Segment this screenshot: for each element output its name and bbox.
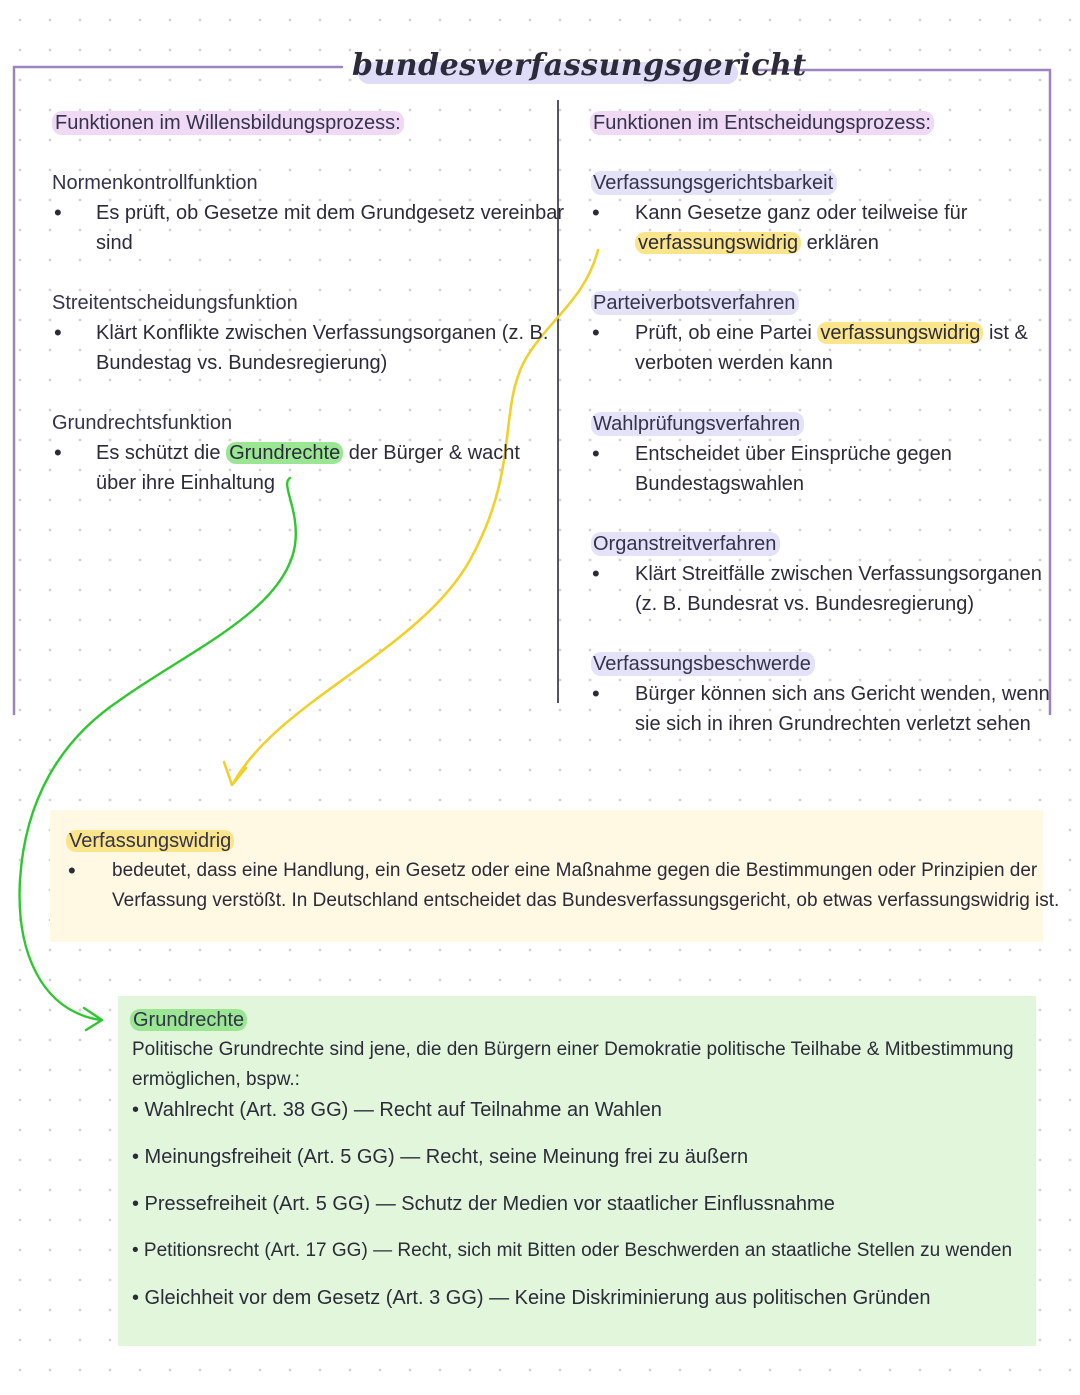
definition-term-text: Verfassungswidrig	[66, 830, 234, 852]
definition-text-line: Verfassung verstößt. In Deutschland entscheidet das Bundesverfassungsgericht, ob etwas verfassungswidrig ist.	[112, 890, 1060, 911]
right-column-heading	[590, 110, 934, 136]
grundrechte-intro-line: Politische Grundrechte sind jene, die den Bürgern einer Demokratie politische Teilhabe & Mitbestimmung	[132, 1039, 1014, 1060]
section-text-line	[635, 228, 879, 258]
text-fragment: ist &	[983, 322, 1028, 344]
left-column-heading-text: Funktionen im Willensbildungsprozess:	[52, 111, 404, 135]
section-text-line: Kann Gesetze ganz oder teilweise für	[635, 202, 968, 224]
text-fragment: Prüft, ob eine Partei	[635, 322, 818, 344]
grundrechte-item: • Pressefreiheit (Art. 5 GG) — Schutz der Medien vor staatlicher Einflussnahme	[132, 1193, 835, 1215]
section-text-line: Es prüft, ob Gesetze mit dem Grundgesetz vereinbar	[96, 202, 564, 224]
bullet: •	[592, 441, 600, 466]
section-text-line: Bundestagswahlen	[635, 473, 805, 495]
section-text-line: über ihre Einhaltung	[96, 472, 276, 494]
grundrechte-intro-line: ermöglichen, bspw.:	[132, 1069, 300, 1090]
grundrechte-item: • Gleichheit vor dem Gesetz (Art. 3 GG) — Keine Diskriminierung aus politischen Gründen	[132, 1287, 931, 1309]
section-title-text: Verfassungsgerichtsbarkeit	[591, 171, 837, 195]
section-text-line: sind	[96, 232, 133, 254]
bullet: •	[68, 858, 76, 883]
section-text-line: Bürger können sich ans Gericht wenden, wenn	[635, 683, 1050, 705]
bullet: •	[54, 440, 62, 465]
section-text-line	[96, 438, 520, 468]
grundrechte-term-text: Grundrechte	[130, 1009, 247, 1031]
section-title-text: Verfassungsbeschwerde	[591, 652, 815, 676]
yellow-arrow-head	[224, 762, 246, 785]
section-text-line: sie sich in ihren Grundrechten verletzt sehen	[635, 713, 1031, 735]
section-text-line: Entscheidet über Einsprüche gegen	[635, 443, 952, 465]
left-column-heading	[52, 110, 404, 136]
section-title-grundrechtsfunktion: Grundrechtsfunktion	[52, 412, 233, 434]
bullet: •	[54, 200, 62, 225]
section-title-wahlpruefung	[591, 411, 804, 437]
section-title-verfassungsgerichtsbarkeit	[591, 170, 837, 196]
section-text-line: Klärt Streitfälle zwischen Verfassungsorganen	[635, 563, 1042, 585]
grundrechte-term	[130, 1007, 247, 1033]
grundrechte-item: • Wahlrecht (Art. 38 GG) — Recht auf Teilnahme an Wahlen	[132, 1099, 662, 1121]
section-text-line: verboten werden kann	[635, 352, 833, 374]
section-text-line: Bundestag vs. Bundesregierung)	[96, 352, 388, 374]
grundrechte-item: • Meinungsfreiheit (Art. 5 GG) — Recht, seine Meinung frei zu äußern	[132, 1146, 749, 1168]
section-title-streitentscheidung: Streitentscheidungsfunktion	[52, 292, 298, 314]
section-text-line: Klärt Konflikte zwischen Verfassungsorganen (z. B.	[96, 322, 549, 344]
section-title-verfassungsbeschwerde	[591, 651, 815, 677]
right-column-heading-text: Funktionen im Entscheidungsprozess:	[590, 111, 934, 135]
highlight-grundrechte: Grundrechte	[226, 442, 343, 464]
section-title-organstreit	[591, 531, 780, 557]
grundrechte-item: • Petitionsrecht (Art. 17 GG) — Recht, sich mit Bitten oder Beschwerden an staatliche Stellen zu wenden	[132, 1240, 1013, 1261]
section-title-text: Organstreitverfahren	[591, 532, 780, 556]
section-title-normenkontrolle: Normenkontrollfunktion	[52, 172, 258, 194]
section-title-text: Wahlprüfungsverfahren	[591, 412, 804, 436]
page-title-text: bundesverfassungsgericht	[352, 48, 807, 83]
text-fragment: der Bürger & wacht	[343, 442, 520, 464]
text-fragment: Es schützt die	[96, 442, 227, 464]
text-fragment: erklären	[801, 232, 879, 254]
highlight-verfassungswidrig: verfassungswidrig	[635, 232, 801, 254]
highlight-verfassungswidrig: verfassungswidrig	[817, 322, 983, 344]
bullet: •	[592, 200, 600, 225]
bullet: •	[592, 320, 600, 345]
definition-term	[66, 828, 234, 854]
bullet: •	[592, 681, 600, 706]
page-title	[352, 46, 807, 96]
definition-text-line: bedeutet, dass eine Handlung, ein Gesetz oder eine Maßnahme gegen die Bestimmungen oder Prinzipien der	[112, 860, 1038, 881]
bullet: •	[592, 561, 600, 586]
section-title-text: Parteiverbotsverfahren	[591, 291, 799, 315]
section-text-line: (z. B. Bundesrat vs. Bundesregierung)	[635, 593, 975, 615]
bullet: •	[54, 320, 62, 345]
section-title-parteiverbot	[591, 290, 799, 316]
section-text-line	[635, 318, 1028, 348]
